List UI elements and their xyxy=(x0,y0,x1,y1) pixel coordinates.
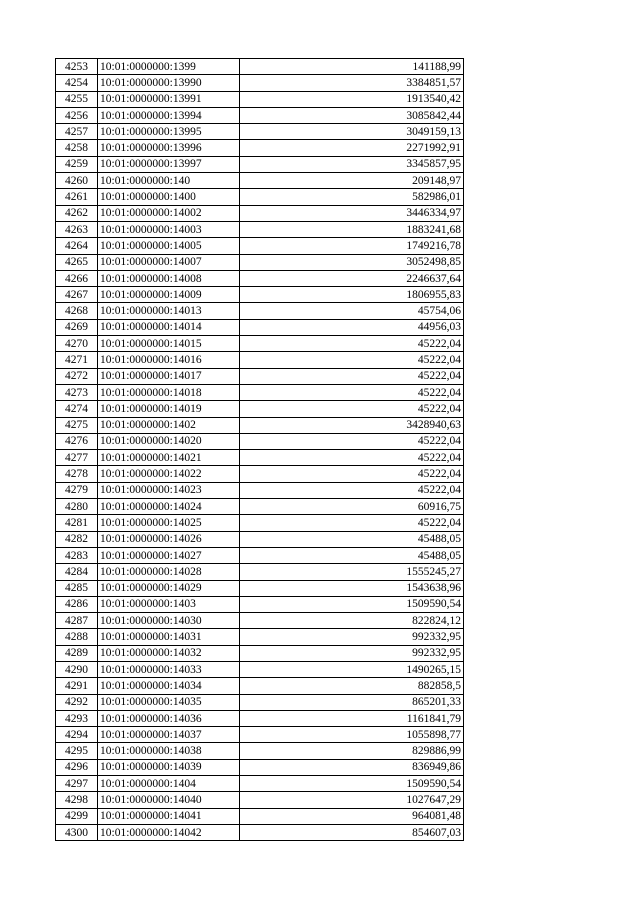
cadastral-number-cell: 10:01:0000000:14033 xyxy=(98,661,240,677)
cadastral-number-cell: 10:01:0000000:14025 xyxy=(98,515,240,531)
table-row xyxy=(56,596,464,612)
row-number-cell: 4256 xyxy=(56,107,98,123)
value-cell: 45222,04 xyxy=(240,482,464,498)
table-row xyxy=(56,433,464,449)
row-number-cell: 4295 xyxy=(56,743,98,759)
cadastral-number-cell: 10:01:0000000:14005 xyxy=(98,238,240,254)
row-number-cell: 4276 xyxy=(56,433,98,449)
table-body xyxy=(56,59,464,841)
value-cell: 582986,01 xyxy=(240,189,464,205)
value-cell: 3049159,13 xyxy=(240,124,464,140)
row-number-cell: 4264 xyxy=(56,238,98,254)
table-row xyxy=(56,564,464,580)
row-number-cell: 4297 xyxy=(56,776,98,792)
row-number-cell: 4266 xyxy=(56,270,98,286)
value-cell: 45222,04 xyxy=(240,466,464,482)
table-row xyxy=(56,759,464,775)
row-number-cell: 4300 xyxy=(56,824,98,840)
row-number-cell: 4285 xyxy=(56,580,98,596)
value-cell: 1509590,54 xyxy=(240,596,464,612)
value-cell: 3085842,44 xyxy=(240,107,464,123)
cadastral-number-cell: 10:01:0000000:14020 xyxy=(98,433,240,449)
table-row xyxy=(56,580,464,596)
value-cell: 1555245,27 xyxy=(240,564,464,580)
row-number-cell: 4265 xyxy=(56,254,98,270)
cadastral-number-cell: 10:01:0000000:14037 xyxy=(98,727,240,743)
table-row xyxy=(56,319,464,335)
row-number-cell: 4253 xyxy=(56,59,98,75)
table-row xyxy=(56,205,464,221)
table-row xyxy=(56,156,464,172)
cadastral-number-cell: 10:01:0000000:14038 xyxy=(98,743,240,759)
row-number-cell: 4286 xyxy=(56,596,98,612)
row-number-cell: 4259 xyxy=(56,156,98,172)
cadastral-number-cell: 10:01:0000000:1402 xyxy=(98,417,240,433)
value-cell: 1543638,96 xyxy=(240,580,464,596)
cadastral-number-cell: 10:01:0000000:14018 xyxy=(98,384,240,400)
table-row xyxy=(56,59,464,75)
value-cell: 2246637,64 xyxy=(240,270,464,286)
table-row xyxy=(56,107,464,123)
table-row xyxy=(56,694,464,710)
row-number-cell: 4263 xyxy=(56,221,98,237)
value-cell: 1055898,77 xyxy=(240,727,464,743)
row-number-cell: 4269 xyxy=(56,319,98,335)
cadastral-number-cell: 10:01:0000000:140 xyxy=(98,173,240,189)
table-row xyxy=(56,482,464,498)
value-cell: 44956,03 xyxy=(240,319,464,335)
cadastral-number-cell: 10:01:0000000:13994 xyxy=(98,107,240,123)
table-row xyxy=(56,336,464,352)
row-number-cell: 4287 xyxy=(56,613,98,629)
table-row xyxy=(56,303,464,319)
table-row xyxy=(56,140,464,156)
cadastral-number-cell: 10:01:0000000:13990 xyxy=(98,75,240,91)
cadastral-number-cell: 10:01:0000000:1404 xyxy=(98,776,240,792)
value-cell: 1806955,83 xyxy=(240,287,464,303)
value-cell: 45222,04 xyxy=(240,433,464,449)
cadastral-number-cell: 10:01:0000000:14008 xyxy=(98,270,240,286)
table-row xyxy=(56,173,464,189)
table-row xyxy=(56,352,464,368)
value-cell: 1161841,79 xyxy=(240,710,464,726)
value-cell: 865201,33 xyxy=(240,694,464,710)
cadastral-number-cell: 10:01:0000000:14039 xyxy=(98,759,240,775)
row-number-cell: 4278 xyxy=(56,466,98,482)
row-number-cell: 4292 xyxy=(56,694,98,710)
row-number-cell: 4277 xyxy=(56,450,98,466)
row-number-cell: 4281 xyxy=(56,515,98,531)
row-number-cell: 4293 xyxy=(56,710,98,726)
value-cell: 2271992,91 xyxy=(240,140,464,156)
cadastral-number-cell: 10:01:0000000:14013 xyxy=(98,303,240,319)
table-row xyxy=(56,547,464,563)
row-number-cell: 4268 xyxy=(56,303,98,319)
value-cell: 45488,05 xyxy=(240,531,464,547)
row-number-cell: 4270 xyxy=(56,336,98,352)
value-cell: 45222,04 xyxy=(240,515,464,531)
cadastral-number-cell: 10:01:0000000:14014 xyxy=(98,319,240,335)
cadastral-number-cell: 10:01:0000000:14036 xyxy=(98,710,240,726)
table-row xyxy=(56,466,464,482)
value-cell: 3384851,57 xyxy=(240,75,464,91)
value-cell: 3345857,95 xyxy=(240,156,464,172)
value-cell: 992332,95 xyxy=(240,645,464,661)
cadastral-number-cell: 10:01:0000000:14041 xyxy=(98,808,240,824)
table-row xyxy=(56,710,464,726)
row-number-cell: 4255 xyxy=(56,91,98,107)
value-cell: 1749216,78 xyxy=(240,238,464,254)
cadastral-number-cell: 10:01:0000000:14042 xyxy=(98,824,240,840)
row-number-cell: 4257 xyxy=(56,124,98,140)
cadastral-number-cell: 10:01:0000000:14021 xyxy=(98,450,240,466)
value-cell: 60916,75 xyxy=(240,499,464,515)
cadastral-number-cell: 10:01:0000000:14019 xyxy=(98,401,240,417)
value-cell: 854607,03 xyxy=(240,824,464,840)
row-number-cell: 4274 xyxy=(56,401,98,417)
value-cell: 829886,99 xyxy=(240,743,464,759)
row-number-cell: 4283 xyxy=(56,547,98,563)
value-cell: 141188,99 xyxy=(240,59,464,75)
value-cell: 45222,04 xyxy=(240,352,464,368)
table-row xyxy=(56,368,464,384)
table-row xyxy=(56,221,464,237)
value-cell: 45488,05 xyxy=(240,547,464,563)
table-row xyxy=(56,450,464,466)
cadastral-number-cell: 10:01:0000000:14030 xyxy=(98,613,240,629)
cadastral-number-cell: 10:01:0000000:14024 xyxy=(98,499,240,515)
cadastral-number-cell: 10:01:0000000:1403 xyxy=(98,596,240,612)
table-row xyxy=(56,401,464,417)
row-number-cell: 4271 xyxy=(56,352,98,368)
value-cell: 3052498,85 xyxy=(240,254,464,270)
row-number-cell: 4298 xyxy=(56,792,98,808)
row-number-cell: 4261 xyxy=(56,189,98,205)
value-cell: 822824,12 xyxy=(240,613,464,629)
value-cell: 45222,04 xyxy=(240,336,464,352)
cadastral-number-cell: 10:01:0000000:14022 xyxy=(98,466,240,482)
row-number-cell: 4291 xyxy=(56,678,98,694)
table-row xyxy=(56,531,464,547)
cadastral-number-cell: 10:01:0000000:14035 xyxy=(98,694,240,710)
value-cell: 836949,86 xyxy=(240,759,464,775)
table-row xyxy=(56,75,464,91)
cadastral-number-cell: 10:01:0000000:13995 xyxy=(98,124,240,140)
table-row xyxy=(56,808,464,824)
table-row xyxy=(56,124,464,140)
value-cell: 1509590,54 xyxy=(240,776,464,792)
cadastral-number-cell: 10:01:0000000:14009 xyxy=(98,287,240,303)
table-row xyxy=(56,287,464,303)
row-number-cell: 4294 xyxy=(56,727,98,743)
cadastral-number-cell: 10:01:0000000:14031 xyxy=(98,629,240,645)
table-row xyxy=(56,613,464,629)
row-number-cell: 4299 xyxy=(56,808,98,824)
table-row xyxy=(56,743,464,759)
cadastral-number-cell: 10:01:0000000:1399 xyxy=(98,59,240,75)
value-cell: 45754,06 xyxy=(240,303,464,319)
row-number-cell: 4275 xyxy=(56,417,98,433)
table-row xyxy=(56,238,464,254)
data-table xyxy=(55,58,464,841)
row-number-cell: 4296 xyxy=(56,759,98,775)
cadastral-number-cell: 10:01:0000000:14023 xyxy=(98,482,240,498)
row-number-cell: 4262 xyxy=(56,205,98,221)
table-row xyxy=(56,91,464,107)
table-row xyxy=(56,384,464,400)
cadastral-number-cell: 10:01:0000000:14034 xyxy=(98,678,240,694)
row-number-cell: 4284 xyxy=(56,564,98,580)
table-row xyxy=(56,499,464,515)
cadastral-number-cell: 10:01:0000000:14017 xyxy=(98,368,240,384)
value-cell: 3446334,97 xyxy=(240,205,464,221)
value-cell: 45222,04 xyxy=(240,384,464,400)
table-row xyxy=(56,661,464,677)
table-row xyxy=(56,189,464,205)
value-cell: 45222,04 xyxy=(240,368,464,384)
table-row xyxy=(56,254,464,270)
value-cell: 1027647,29 xyxy=(240,792,464,808)
cadastral-number-cell: 10:01:0000000:14040 xyxy=(98,792,240,808)
row-number-cell: 4288 xyxy=(56,629,98,645)
row-number-cell: 4290 xyxy=(56,661,98,677)
row-number-cell: 4273 xyxy=(56,384,98,400)
row-number-cell: 4254 xyxy=(56,75,98,91)
value-cell: 1913540,42 xyxy=(240,91,464,107)
cadastral-number-cell: 10:01:0000000:14007 xyxy=(98,254,240,270)
value-cell: 1490265,15 xyxy=(240,661,464,677)
row-number-cell: 4272 xyxy=(56,368,98,384)
cadastral-number-cell: 10:01:0000000:14026 xyxy=(98,531,240,547)
row-number-cell: 4260 xyxy=(56,173,98,189)
cadastral-number-cell: 10:01:0000000:13997 xyxy=(98,156,240,172)
table-row xyxy=(56,792,464,808)
row-number-cell: 4258 xyxy=(56,140,98,156)
table-row xyxy=(56,727,464,743)
value-cell: 45222,04 xyxy=(240,450,464,466)
row-number-cell: 4280 xyxy=(56,499,98,515)
value-cell: 992332,95 xyxy=(240,629,464,645)
cadastral-number-cell: 10:01:0000000:14015 xyxy=(98,336,240,352)
cadastral-number-cell: 10:01:0000000:13996 xyxy=(98,140,240,156)
cadastral-number-cell: 10:01:0000000:14027 xyxy=(98,547,240,563)
cadastral-number-cell: 10:01:0000000:14028 xyxy=(98,564,240,580)
value-cell: 1883241,68 xyxy=(240,221,464,237)
row-number-cell: 4289 xyxy=(56,645,98,661)
cadastral-number-cell: 10:01:0000000:14029 xyxy=(98,580,240,596)
table-row xyxy=(56,678,464,694)
row-number-cell: 4279 xyxy=(56,482,98,498)
cadastral-number-cell: 10:01:0000000:1400 xyxy=(98,189,240,205)
cadastral-number-cell: 10:01:0000000:14003 xyxy=(98,221,240,237)
value-cell: 3428940,63 xyxy=(240,417,464,433)
value-cell: 964081,48 xyxy=(240,808,464,824)
cadastral-number-cell: 10:01:0000000:14002 xyxy=(98,205,240,221)
table-row xyxy=(56,515,464,531)
table-row xyxy=(56,776,464,792)
value-cell: 45222,04 xyxy=(240,401,464,417)
row-number-cell: 4282 xyxy=(56,531,98,547)
table-row xyxy=(56,417,464,433)
table-row xyxy=(56,824,464,840)
value-cell: 209148,97 xyxy=(240,173,464,189)
cadastral-number-cell: 10:01:0000000:14032 xyxy=(98,645,240,661)
table-row xyxy=(56,629,464,645)
table-row xyxy=(56,270,464,286)
cadastral-number-cell: 10:01:0000000:14016 xyxy=(98,352,240,368)
cadastral-number-cell: 10:01:0000000:13991 xyxy=(98,91,240,107)
table-row xyxy=(56,645,464,661)
row-number-cell: 4267 xyxy=(56,287,98,303)
value-cell: 882858,5 xyxy=(240,678,464,694)
